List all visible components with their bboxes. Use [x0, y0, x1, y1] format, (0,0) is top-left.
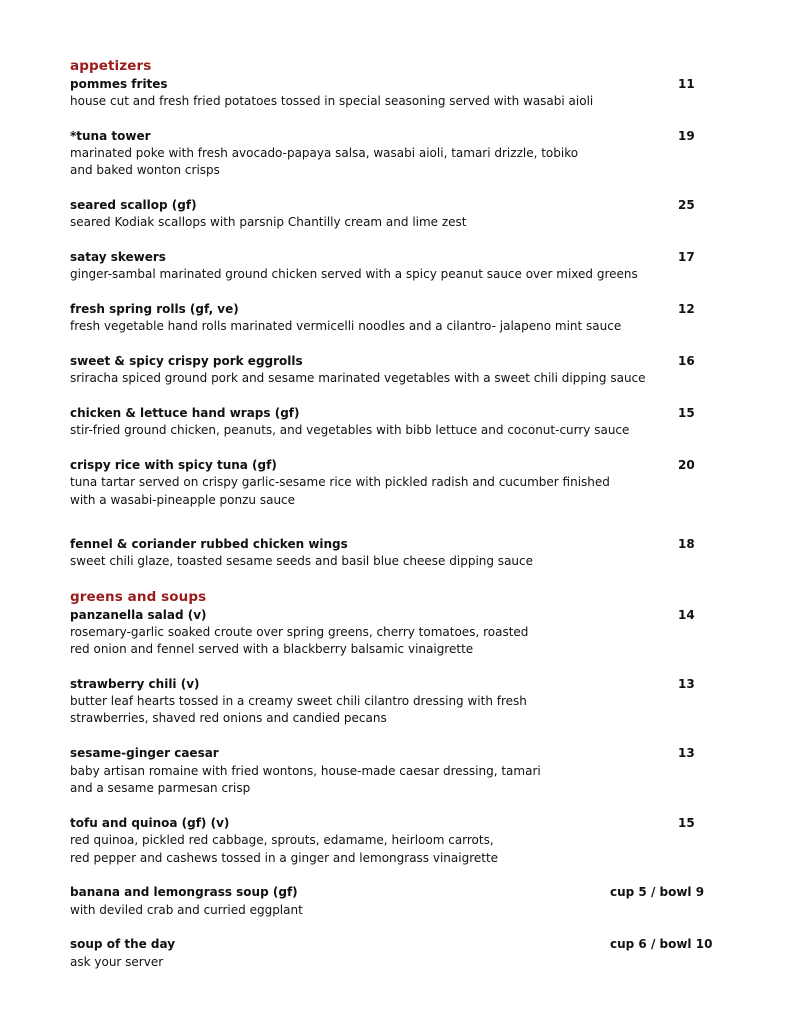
- item-price: 15: [678, 816, 695, 830]
- item-name: fennel & coriander rubbed chicken wings: [70, 537, 348, 551]
- item-description: with a wasabi-pineapple ponzu sauce: [70, 493, 296, 507]
- item-description: ask your server: [70, 955, 164, 969]
- item-description: tuna tartar served on crispy garlic-sesame rice with pickled radish and cucumber finished: [70, 475, 610, 489]
- item-name: satay skewers: [70, 250, 166, 264]
- item-description: stir-fried ground chicken, peanuts, and vegetables with bibb lettuce and coconut-curry sauce: [70, 423, 630, 437]
- item-description: sweet chili glaze, toasted sesame seeds and basil blue cheese dipping sauce: [70, 554, 534, 568]
- item-price: 12: [678, 302, 695, 316]
- item-description: red quinoa, pickled red cabbage, sprouts, edamame, heirloom carrots,: [70, 833, 494, 847]
- item-name: chicken & lettuce hand wraps (gf): [70, 406, 300, 420]
- item-price: 19: [678, 129, 695, 143]
- item-price: 25: [678, 198, 695, 212]
- item-description: with deviled crab and curried eggplant: [70, 903, 303, 917]
- item-name: pommes frites: [70, 77, 168, 91]
- item-description: house cut and fresh fried potatoes tossed in special seasoning served with wasabi aioli: [70, 94, 594, 108]
- item-description: fresh vegetable hand rolls marinated vermicelli noodles and a cilantro- jalapeno mint sauce: [70, 319, 622, 333]
- section-title-greens-and-soups: greens and soups: [70, 589, 207, 605]
- item-description: seared Kodiak scallops with parsnip Chantilly cream and lime zest: [70, 215, 467, 229]
- item-description: baby artisan romaine with fried wontons, house-made caesar dressing, tamari: [70, 764, 541, 778]
- item-price: 14: [678, 608, 695, 622]
- item-name: crispy rice with spicy tuna (gf): [70, 458, 277, 472]
- item-description: sriracha spiced ground pork and sesame marinated vegetables with a sweet chili dipping sauce: [70, 371, 646, 385]
- item-price: 18: [678, 537, 695, 551]
- item-price: 13: [678, 746, 695, 760]
- item-price: 20: [678, 458, 695, 472]
- item-description: ginger-sambal marinated ground chicken served with a spicy peanut sauce over mixed greens: [70, 267, 638, 281]
- section-title-appetizers: appetizers: [70, 58, 152, 74]
- item-description: and baked wonton crisps: [70, 163, 220, 177]
- item-price: 15: [678, 406, 695, 420]
- item-price: cup 5 / bowl 9: [610, 885, 705, 899]
- item-name: sesame-ginger caesar: [70, 746, 219, 760]
- item-name: strawberry chili (v): [70, 677, 200, 691]
- item-name: *tuna tower: [70, 129, 151, 143]
- item-price: 17: [678, 250, 695, 264]
- item-name: banana and lemongrass soup (gf): [70, 885, 298, 899]
- item-price: cup 6 / bowl 10: [610, 937, 713, 951]
- item-description: marinated poke with fresh avocado-papaya salsa, wasabi aioli, tamari drizzle, tobiko: [70, 146, 579, 160]
- item-price: 13: [678, 677, 695, 691]
- item-name: panzanella salad (v): [70, 608, 207, 622]
- item-description: and a sesame parmesan crisp: [70, 781, 251, 795]
- item-name: seared scallop (gf): [70, 198, 197, 212]
- item-name: tofu and quinoa (gf) (v): [70, 816, 230, 830]
- item-name: soup of the day: [70, 937, 176, 951]
- item-name: fresh spring rolls (gf, ve): [70, 302, 239, 316]
- item-description: strawberries, shaved red onions and candied pecans: [70, 711, 387, 725]
- item-description: butter leaf hearts tossed in a creamy sweet chili cilantro dressing with fresh: [70, 694, 527, 708]
- item-description: red pepper and cashews tossed in a ginger and lemongrass vinaigrette: [70, 851, 499, 865]
- item-description: rosemary-garlic soaked croute over spring greens, cherry tomatoes, roasted: [70, 625, 529, 639]
- item-price: 11: [678, 77, 695, 91]
- item-price: 16: [678, 354, 695, 368]
- item-name: sweet & spicy crispy pork eggrolls: [70, 354, 303, 368]
- item-description: red onion and fennel served with a blackberry balsamic vinaigrette: [70, 642, 474, 656]
